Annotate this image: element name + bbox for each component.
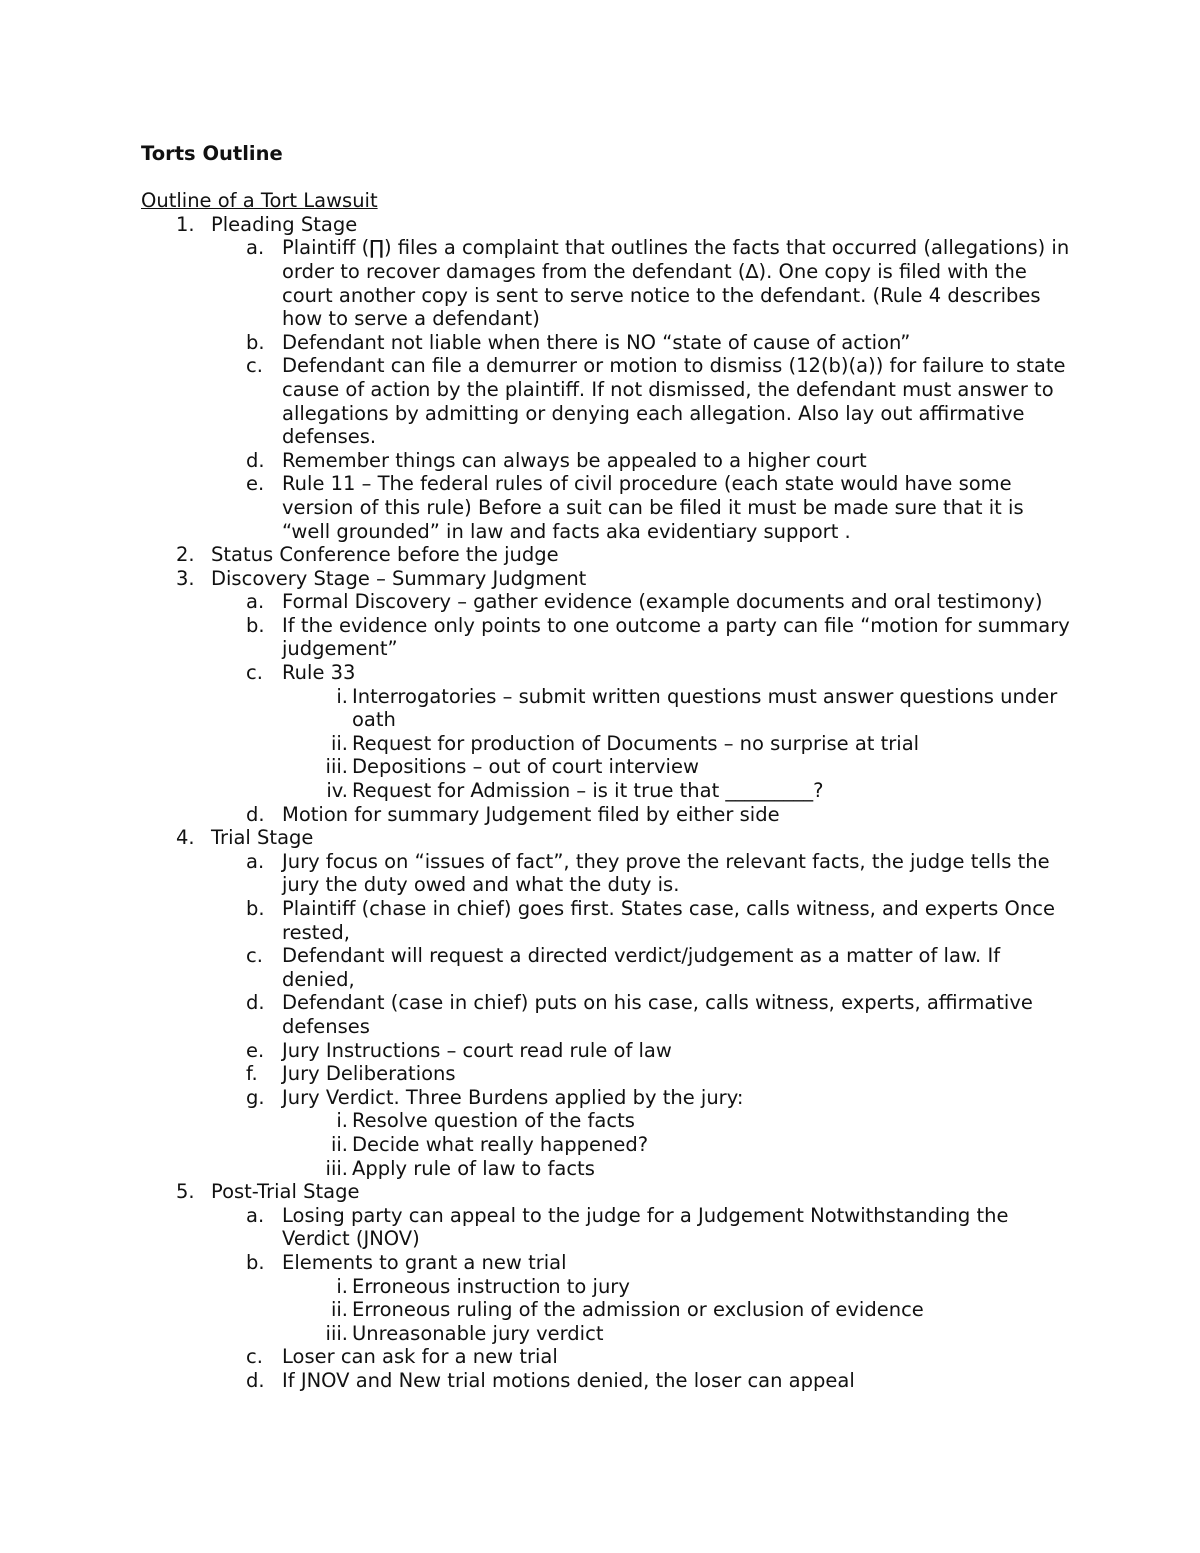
outline-point-marker: e. [246,472,265,496]
outline-point-row [141,803,1071,827]
outline-point-text: Remember things can always be appealed to a higher court [282,448,867,472]
outline-point-row [141,331,1071,355]
outline-point-row [141,1369,1071,1393]
outline-point-text: Plaintiff (chase in chief) goes first. States case, calls witness, and experts Once rested, [282,897,1055,944]
outline-subpoint-marker: iv. [326,779,348,803]
outline-point-marker: c. [246,661,263,685]
stage-item [141,567,1071,827]
stage-marker: 4. [176,826,195,850]
outline-point-marker: b. [246,1250,265,1274]
outline-point-row [141,850,1071,897]
outline-point-row [141,661,1071,685]
outline-subpoint-item [141,1157,1071,1181]
outline-point-marker: c. [246,944,263,968]
outline-point-text: Loser can ask for a new trial [282,1345,558,1369]
outline-point-marker: a. [246,849,265,873]
outline-subpoint-row [141,1157,1071,1181]
outline-subpoint-item [141,1275,1071,1299]
outline-point-marker: d. [246,1368,265,1392]
outline-point-text: Jury Deliberations [282,1062,456,1086]
stage-row [141,543,1071,567]
outline-subpoint-item [141,1109,1071,1133]
outline-point-row [141,1062,1071,1086]
outline-subpoint-text: Depositions – out of court interview [352,755,699,779]
stage-sublist [141,850,1071,1180]
outline-subpoint-row [141,1109,1071,1133]
outline-subpoint-marker: iii. [325,1321,348,1345]
outline-point-row [141,1345,1071,1369]
stage-marker: 5. [176,1180,195,1204]
outline-subpoint-text: Resolve question of the facts [352,1109,635,1133]
stage-item [141,543,1071,567]
outline-point-item [141,850,1071,897]
stage-text: Trial Stage [211,826,314,850]
outline-point-item [141,1345,1071,1369]
outline-point-marker: e. [246,1038,265,1062]
outline-point-row [141,614,1071,661]
outline-point-marker: d. [246,802,265,826]
outline-subpoint-row [141,1298,1071,1322]
stage-marker: 2. [176,543,195,567]
stage-row [141,826,1071,850]
outline-point-item [141,944,1071,991]
outline-point-row [141,1086,1071,1110]
outline-point-text: Losing party can appeal to the judge for a Judgement Notwithstanding the Verdict (JNOV) [282,1203,1009,1251]
outline-point-item [141,236,1071,330]
outline-subpoint-item [141,732,1071,756]
outline-point-item [141,331,1071,355]
outline-point-item [141,590,1071,614]
outline-subpoint-marker: iii. [325,1156,348,1180]
outline-point-item [141,1251,1071,1345]
outline-subpoint-row [141,685,1071,732]
outline-point-item [141,472,1071,543]
outline-subpoint-text: Erroneous ruling of the admission or exclusion of evidence [352,1298,924,1322]
outline-point-text: Elements to grant a new trial [282,1250,567,1274]
outline-point-text: Defendant can file a demurrer or motion to dismiss (12(b)(a)) for failure to state cause of action by the plaintiff. If not dismissed, the defendant must answer to allegations by admitting or denying each allegation. Also lay out affirmative defenses. [282,354,1066,449]
outline-point-row [141,354,1071,448]
outline-point-item [141,354,1071,448]
outline-point-text: If the evidence only points to one outcome a party can file “motion for summary judgement” [282,613,1070,661]
outline-point-row [141,897,1071,944]
outline-subpoint-text: Erroneous instruction to jury [352,1274,630,1298]
outline-point-row [141,472,1071,543]
outline-subpoint-item [141,1322,1071,1346]
outline-point-row [141,236,1071,330]
outline-point-item [141,991,1071,1038]
point-sublist [141,1275,1071,1346]
stage-row [141,1180,1071,1204]
outline-point-marker: b. [246,897,265,920]
outline-list [141,213,1071,1393]
stage-text: Pleading Stage [211,212,358,236]
outline-subpoint-row [141,1133,1071,1157]
stage-text: Status Conference before the judge [211,543,559,567]
stage-sublist [141,1204,1071,1393]
outline-point-row [141,1039,1071,1063]
stage-marker: 3. [176,566,195,590]
outline-point-marker: d. [246,448,265,472]
stage-item [141,213,1071,543]
outline-point-text: Defendant (case in chief) puts on his case, calls witness, experts, affirmative defenses [282,991,1033,1038]
outline-point-text: Defendant will request a directed verdict/judgement as a matter of law. If denied, [282,944,1001,991]
stage-sublist [141,590,1071,826]
outline-point-marker: c. [246,354,263,378]
outline-point-marker: d. [246,991,265,1015]
outline-subpoint-marker: i. [336,1274,348,1298]
outline-point-marker: f. [246,1062,258,1086]
outline-point-marker: a. [246,590,265,614]
outline-subpoint-marker: ii. [330,1132,348,1156]
spacer [141,166,1071,190]
outline-point-text: Jury Instructions – court read rule of law [282,1038,672,1062]
outline-point-item [141,449,1071,473]
outline-point-row [141,1204,1071,1251]
outline-subpoint-text: Interrogatories – submit written questions must answer questions under oath [352,684,1058,732]
outline-subpoint-item [141,1133,1071,1157]
section-heading: Outline of a Tort Lawsuit [141,189,378,213]
outline-point-row [141,1251,1071,1275]
outline-point-item [141,1369,1071,1393]
point-sublist [141,685,1071,803]
outline-subpoint-marker: iii. [325,755,348,779]
document-body [141,142,1071,1392]
stage-item [141,826,1071,1180]
outline-subpoint-row [141,732,1071,756]
outline-point-text: Jury focus on “issues of fact”, they prove the relevant facts, the judge tells the jury the duty owed and what the duty is. [282,849,1050,897]
outline-subpoint-marker: i. [336,684,348,708]
stage-item [141,1180,1071,1392]
outline-subpoint-row [141,1275,1071,1299]
outline-subpoint-text: Unreasonable jury verdict [352,1321,604,1345]
outline-subpoint-row [141,1322,1071,1346]
outline-subpoint-text: Decide what really happened? [352,1132,649,1156]
outline-point-item [141,1204,1071,1251]
outline-subpoint-item [141,685,1071,732]
outline-point-text: Defendant not liable when there is NO “state of cause of action” [282,330,911,354]
outline-point-marker: a. [246,1203,265,1227]
outline-point-row [141,944,1071,991]
outline-point-text: Rule 11 – The federal rules of civil procedure (each state would have some version of this rule) Before a suit can be filed it must be made sure that it is “well grounded” in law and facts aka evidentiary support . [282,472,1024,543]
outline-point-item [141,1062,1071,1086]
outline-subpoint-text: Request for Admission – is it true that _________? [352,779,824,803]
outline-subpoint-marker: ii. [330,1298,348,1322]
outline-point-text: Jury Verdict. Three Burdens applied by the jury: [282,1085,744,1109]
outline-point-item [141,897,1071,944]
outline-point-marker: c. [246,1345,263,1369]
outline-subpoint-text: Request for production of Documents – no surprise at trial [352,731,920,755]
outline-subpoint-row [141,755,1071,779]
outline-subpoint-item [141,1298,1071,1322]
outline-point-text: If JNOV and New trial motions denied, the loser can appeal [282,1368,855,1392]
outline-point-row [141,449,1071,473]
outline-point-text: Formal Discovery – gather evidence (example documents and oral testimony) [282,590,1043,614]
outline-point-text: Motion for summary Judgement filed by either side [282,802,780,826]
outline-subpoint-row [141,779,1071,803]
outline-point-marker: g. [246,1085,265,1109]
point-sublist [141,1109,1071,1180]
outline-subpoint-item [141,779,1071,803]
outline-point-item [141,803,1071,827]
outline-point-item [141,1086,1071,1180]
outline-subpoint-marker: i. [336,1109,348,1133]
outline-point-text: Plaintiff (∏) files a complaint that outlines the facts that occurred (allegations) in order to recover damages from the defendant (∆). One copy is filed with the court another copy is sent to serve notice to the defendant. (Rule 4 describes how to serve a defendant) [282,236,1070,331]
outline-point-marker: b. [246,613,265,637]
stage-marker: 1. [176,212,195,236]
outline-point-row [141,991,1071,1038]
stage-text: Discovery Stage – Summary Judgment [211,566,587,590]
outline-point-row [141,590,1071,614]
outline-point-text: Rule 33 [282,661,356,685]
outline-point-marker: b. [246,330,265,354]
document-title: Torts Outline [141,142,283,165]
outline-subpoint-text: Apply rule of law to facts [352,1156,595,1180]
outline-subpoint-marker: ii. [330,731,348,755]
stage-text: Post-Trial Stage [211,1180,360,1204]
outline-point-item [141,1039,1071,1063]
stage-row [141,567,1071,591]
outline-point-marker: a. [246,236,265,260]
outline-point-item [141,614,1071,661]
outline-subpoint-item [141,755,1071,779]
stage-row [141,213,1071,237]
stage-sublist [141,236,1071,543]
outline-point-item [141,661,1071,803]
